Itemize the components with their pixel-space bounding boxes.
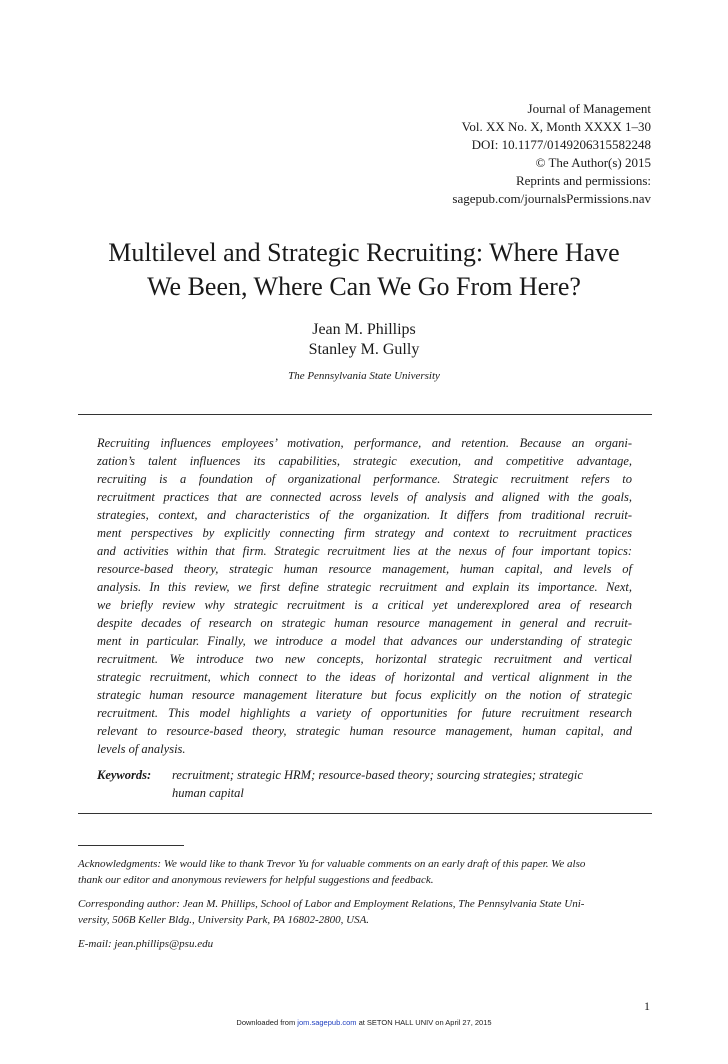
footnote-line: Acknowledgments: We would like to thank Trevor Yu for valuable comments on an early draft of this paper. We also xyxy=(78,858,586,870)
page-number: 1 xyxy=(644,999,650,1013)
affiliation: The Pennsylvania State University xyxy=(288,370,440,382)
journal-copyright: © The Author(s) 2015 xyxy=(535,155,651,170)
keywords-line: recruitment; strategic HRM; resource-based theory; sourcing strategies; strategic xyxy=(172,768,583,782)
abstract-line: zation’s talent influences its capabilities, strategic execution, and competitive advantage, xyxy=(97,454,632,468)
journal-permissions-link[interactable]: sagepub.com/journalsPermissions.nav xyxy=(452,191,651,206)
abstract-line: recruiting is a foundation of organizational performance. Strategic recruitment refers to xyxy=(97,472,632,486)
download-prefix: Downloaded from xyxy=(236,1018,298,1027)
journal-reprints: Reprints and permissions: xyxy=(515,173,651,188)
paper-title-line: We Been, Where Can We Go From Here? xyxy=(147,272,581,301)
footnote-line: versity, 506B Keller Bldg., University Park, PA 16802-2800, USA. xyxy=(78,914,370,926)
abstract-line: recruitment. We introduce two new concepts, horizontal strategic recruitment and vertical xyxy=(97,652,632,666)
download-notice xyxy=(0,1018,728,1027)
abstract-line: Recruiting influences employees’ motivation, performance, and retention. Because an organi- xyxy=(97,436,632,450)
download-suffix: at SETON HALL UNIV on April 27, 2015 xyxy=(356,1018,492,1027)
paper-title xyxy=(60,236,668,304)
authors xyxy=(0,320,728,360)
abstract-line: recruitment. This model highlights a variety of opportunities for future recruitment research xyxy=(97,706,632,720)
abstract-line: we briefly review why strategic recruitment is a critical yet underexplored area of research xyxy=(97,598,632,612)
abstract-line: strategic recruitment, which connect to the ideas of horizontal and vertical alignment in the xyxy=(97,670,632,684)
corresponding-author xyxy=(78,896,652,928)
journal-info xyxy=(452,100,651,208)
journal-site-link[interactable]: jom.sagepub.com xyxy=(297,1018,357,1027)
abstract-line: levels of analysis. xyxy=(97,742,186,756)
journal-name: Journal of Management xyxy=(527,101,651,116)
paper-title-line: Multilevel and Strategic Recruiting: Where Have xyxy=(108,238,620,267)
divider xyxy=(78,414,652,415)
abstract-line: analysis. In this review, we first define strategic recruitment and explain its importance. Next, xyxy=(97,580,632,594)
footnote-line: thank our editor and anonymous reviewers for helpful suggestions and feedback. xyxy=(78,874,434,886)
author-email[interactable]: E-mail: jean.phillips@psu.edu xyxy=(78,938,214,950)
journal-volume: Vol. XX No. X, Month XXXX 1–30 xyxy=(461,119,651,134)
keywords-text xyxy=(172,766,632,802)
abstract-line: relevant to resource-based theory, strategic human resource management, human capital, and xyxy=(97,724,632,738)
journal-doi: DOI: 10.1177/0149206315582248 xyxy=(471,137,651,152)
author-name: Stanley M. Gully xyxy=(308,341,420,358)
abstract-line: strategies, context, and characteristics of the organization. It differs from traditional recruit- xyxy=(97,508,632,522)
abstract-line: and activities within that firm. Strategic recruitment lies at the nexus of four important topics: xyxy=(97,544,632,558)
footnote-line: Corresponding author: Jean M. Phillips, School of Labor and Employment Relations, The Pennsylvania State Uni- xyxy=(78,898,585,910)
abstract-line: ment in particular. Finally, we introduce a model that advances our understanding of strategic xyxy=(97,634,632,648)
author-name: Jean M. Phillips xyxy=(312,321,416,338)
acknowledgments xyxy=(78,856,652,888)
keywords-line: human capital xyxy=(172,786,244,800)
footnote-rule xyxy=(78,845,184,846)
abstract-line: resource-based theory, strategic human resource management, human capital, and levels of xyxy=(97,562,632,576)
abstract-line: recruitment practices that are connected across levels of analysis and aligned with the goals, xyxy=(97,490,632,504)
divider xyxy=(78,813,652,814)
abstract-line: ment perspectives by explicitly connecting firm strategy and context to recruitment practices xyxy=(97,526,632,540)
keywords-label: Keywords: xyxy=(97,768,152,782)
abstract-line: despite decades of research on strategic human resource management in general and recruit- xyxy=(97,616,632,630)
abstract-line: strategic human resource management literature but focus explicitly on the notion of strategic xyxy=(97,688,632,702)
abstract xyxy=(97,434,632,758)
